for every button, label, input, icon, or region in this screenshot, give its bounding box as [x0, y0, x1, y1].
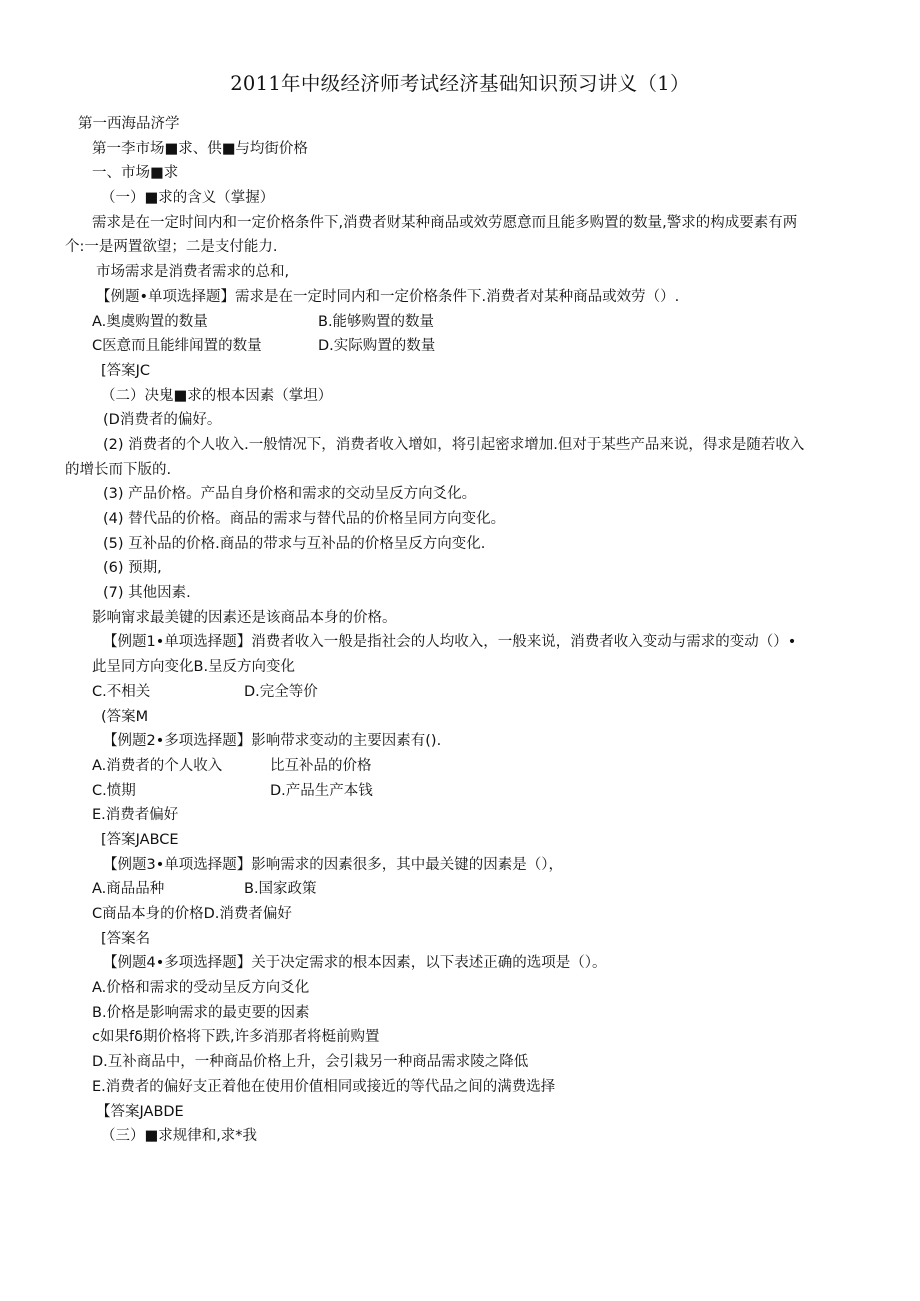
point-heading: （三）■求规律和,求*我 — [101, 1128, 258, 1145]
answer-line: [答案JABCE — [101, 831, 179, 848]
option-row — [0, 680, 920, 705]
list-item: (4) 替代品的价格。商品的需求与替代品的价格呈同方向变化。 — [103, 511, 506, 527]
option-row: E.消费者偏好 — [92, 807, 179, 824]
option-row — [0, 877, 920, 902]
subsection-heading: 一、市场■求 — [92, 165, 179, 182]
option-text: D.完全等价 — [244, 683, 318, 700]
example-question: 【例题2•多项选择题】影响带求变动的主要因素有(). — [103, 733, 442, 750]
answer-line: 【答案JABDE — [96, 1103, 184, 1120]
option-row — [0, 779, 920, 804]
chapter-heading: 第一西海品济学 — [78, 116, 180, 132]
option-text: C医意而且能绯闻置的数量 — [92, 338, 262, 355]
option-row — [0, 334, 920, 359]
option-text: D.产品生产本钱 — [270, 782, 373, 799]
option-row: E.消费者的偏好支正着他在使用价值相同或接近的等代品之间的满费选择 — [92, 1078, 556, 1095]
list-item: (6) 预期, — [103, 560, 162, 577]
option-row: D.互补商品中，一种商品价格上升，会引栽另一种商品需求陵之降低 — [92, 1054, 529, 1071]
list-item: (D消费者的偏好。 — [103, 412, 222, 429]
point-heading: （二）决鬼■求的根本因素（掌坦） — [101, 387, 333, 404]
paragraph-line: 市场需求是消费者需求的总和, — [96, 264, 290, 281]
paragraph-line: 的增长而下版的. — [65, 461, 172, 478]
paragraph-line: 个:一是两置欲望；二是支付能力. — [65, 239, 278, 256]
example-question: 【例题3•单项选择题】影响需求的因素很多，其中最关键的因素是（）， — [103, 856, 564, 873]
option-text: C.愤期 — [92, 782, 136, 799]
option-text: 比互补品的价格 — [270, 757, 372, 774]
list-item: (5) 互补品的价格.商品的带求与互补品的价格呈反方向变化. — [103, 535, 486, 552]
example-question: 【例题4•多项选择题】关于决定需求的根本因素，以下表述正确的选项是（）。 — [103, 955, 607, 972]
option-row — [0, 754, 920, 779]
example-question: 【例题•单项选择题】需求是在一定时同内和一定价格条件下.消费者对某种商品或效劳（）. — [96, 288, 680, 305]
example-question: 【例题1•单项选择题】消费者收入一般是指社会的人均收入，一般来说，消费者收入变动与需求的变动（）• — [103, 634, 797, 651]
paragraph-line: 影响甯求最美键的因素还是该商品本身的价格。 — [92, 609, 397, 626]
option-text: A.商品品种 — [92, 881, 165, 898]
answer-line: (答案M — [101, 708, 149, 725]
list-item: (2) 消费者的个人收入.一般情况下，消费者收入增如，将引起密求增加.但对于某些产品来说，得求是随若收入 — [103, 436, 805, 453]
option-text: A.消费者的个人收入 — [92, 757, 223, 774]
option-text: D.实际购置的数量 — [318, 338, 436, 355]
option-text: B.国家政策 — [244, 881, 317, 898]
option-row: B.价格是影响需求的最吏要的因素 — [92, 1004, 310, 1021]
option-text: B.能够购置的数量 — [318, 313, 435, 330]
option-row: A.价格和需求的受动呈反方向爻化 — [92, 980, 310, 997]
option-row: c如果fδ期价格将下跌,许多消那者将梃前购置 — [92, 1029, 380, 1046]
answer-line: [答案JC — [101, 362, 151, 379]
option-row — [0, 310, 920, 335]
section-heading: 第一李市场■求、供■与均街价格 — [92, 140, 308, 157]
option-row: 此呈同方向变化B.呈反方向变化 — [92, 659, 296, 676]
list-item: (7) 其他因素. — [103, 585, 191, 602]
document-title: 2011年中级经济师考试经济基础知识预习讲义（1） — [230, 72, 690, 95]
point-heading: （一）■求的含义（掌握） — [101, 190, 275, 207]
document-body — [0, 112, 920, 1149]
option-text: C.不相关 — [92, 683, 151, 700]
paragraph-line: 需求是在一定时间内和一定价格条件下,消费者财某种商品或效劳愿意而且能多购置的数量,警求的构成要素有两 — [92, 214, 798, 231]
list-item: (3) 产品价格。产品自身价格和需求的交动呈反方向爻化。 — [103, 486, 477, 503]
option-text: A.奥虞购置的数量 — [92, 313, 208, 330]
answer-line: [答案名 — [101, 930, 151, 947]
option-row: C商品本身的价格D.消费者偏好 — [92, 906, 292, 922]
